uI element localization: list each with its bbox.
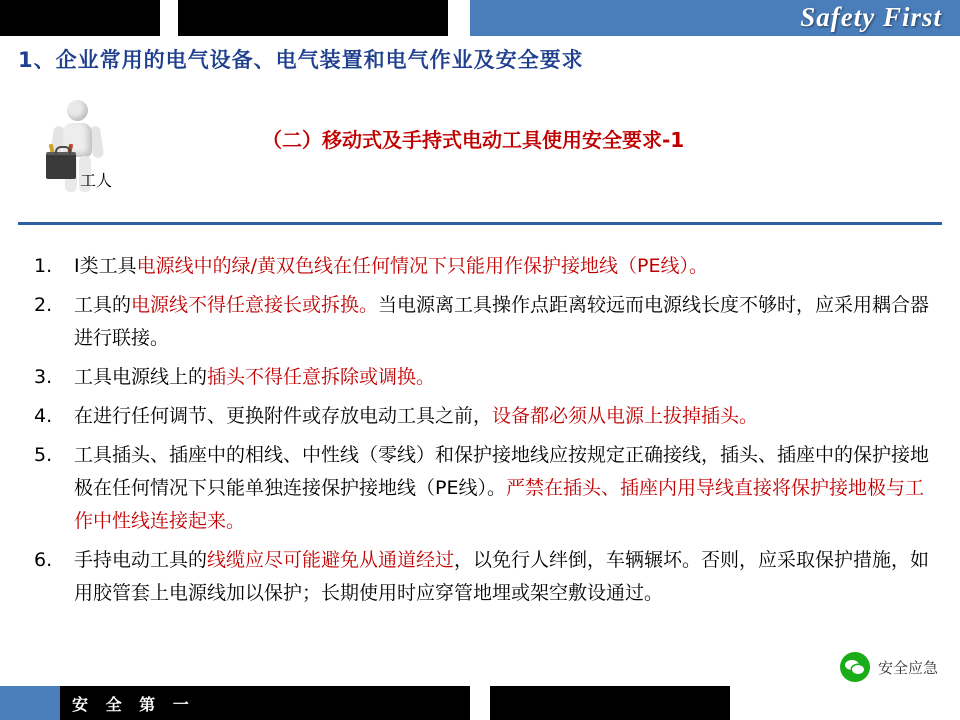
content-list — [30, 250, 935, 616]
list-item-number: 2. — [34, 294, 53, 316]
list-item-text: 电源线不得任意接长或拆换。 — [131, 294, 379, 316]
footer-block-blue-left — [0, 686, 60, 720]
wechat-badge — [840, 652, 938, 682]
banner-gap-left — [160, 0, 178, 36]
list-item-text: 工具的 — [74, 294, 132, 316]
footer-text: 安 全 第 一 — [72, 695, 195, 714]
list-item-text: 工具插头、插座中的相线、中性线（零线）和保护接地线应按规定正确接线，插头、插座中的保护接地极在任何情况下只能单独连接保护接地线（PE线）。 — [74, 444, 930, 499]
wechat-account-name: 安全应急 — [877, 658, 938, 677]
list-item-text: 当电源离工具操作点距离较远而电源线长度不够时，应采用耦合器进行联接。 — [74, 294, 930, 349]
list-item-text: 电源线中的绿/黄双色线在任何情况下只能用作保护接地线（PE线）。 — [136, 255, 708, 277]
banner-block-left — [0, 0, 160, 36]
banner-gap-mid — [448, 0, 470, 36]
list-item — [30, 289, 935, 355]
list-item-number: 5. — [34, 444, 53, 466]
list-item-number: 6. — [34, 549, 53, 571]
list-item — [30, 439, 935, 538]
banner-block-mid — [178, 0, 448, 36]
horizontal-divider — [18, 222, 942, 225]
list-item-number: 4. — [34, 405, 53, 427]
list-item-number: 1. — [34, 255, 53, 277]
list-item — [30, 400, 935, 433]
list-item — [30, 544, 935, 610]
footer-block-right — [730, 686, 960, 720]
list-item-text: 设备都必须从电源上拔掉插头。 — [492, 405, 759, 427]
list-item-text: ，以免行人绊倒，车辆辗坏。否则，应采取保护措施，如用胶管套上电源线加以保护；长期使用时应穿管地埋或架空敷设通过。 — [74, 549, 930, 604]
footer-block-black-right — [490, 686, 730, 720]
top-banner — [0, 0, 960, 36]
list-item — [30, 361, 935, 394]
list-item-text: 线缆应尽可能避免从通道经过 — [207, 549, 455, 571]
list-item-text: 严禁在插头、插座内用导线直接将保护接地极与工作中性线连接起来。 — [74, 477, 924, 532]
bottom-banner — [0, 686, 960, 720]
banner-title: Safety First — [800, 2, 942, 32]
wechat-logo-icon — [840, 652, 870, 682]
toolbox-icon — [46, 152, 76, 179]
list-item-text: 在进行任何调节、更换附件或存放电动工具之前， — [74, 405, 493, 427]
list-item — [30, 250, 935, 283]
mannequin-head — [67, 100, 88, 121]
list-item-text: 工具电源线上的 — [74, 366, 208, 388]
section-heading: 1、企业常用的电气设备、电气装置和电气作业及安全要求 — [18, 48, 584, 72]
worker-label: 工人 — [80, 171, 113, 190]
list-item-text: Ⅰ类工具 — [74, 255, 137, 277]
footer-gap — [470, 686, 490, 720]
list-item-text: 手持电动工具的 — [74, 549, 208, 571]
subtitle: （二）移动式及手持式电动工具使用安全要求-1 — [262, 128, 685, 152]
list-item-number: 3. — [34, 366, 53, 388]
list-item-text: 插头不得任意拆除或调换。 — [207, 366, 436, 388]
